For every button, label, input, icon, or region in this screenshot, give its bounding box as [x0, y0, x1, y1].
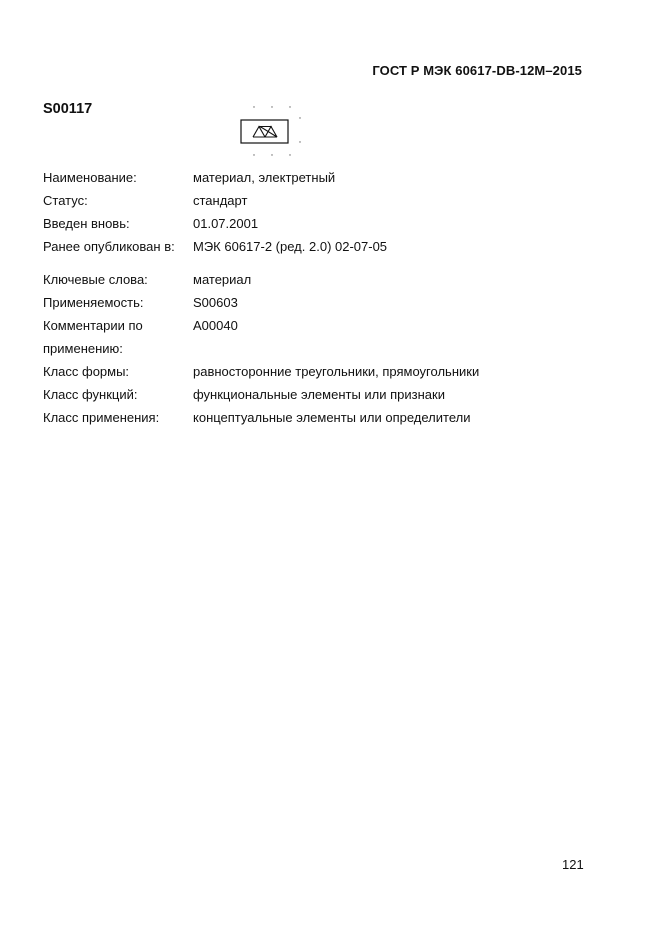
property-row-status — [43, 189, 479, 212]
property-label — [43, 314, 193, 360]
property-value: равносторонние треугольники, прямоугольники — [193, 364, 480, 379]
property-label: Класс функций: — [43, 387, 138, 402]
property-label: Введен вновь: — [43, 216, 130, 231]
group-spacer — [43, 258, 479, 268]
symbol-frame — [241, 120, 288, 143]
property-value: функциональные элементы или признаки — [193, 387, 445, 402]
property-value: стандарт — [193, 193, 248, 208]
electret-material-symbol-icon — [226, 96, 310, 160]
symbol-properties — [43, 166, 479, 429]
property-value: МЭК 60617-2 (ред. 2.0) 02-07-05 — [193, 239, 388, 254]
property-value: S00603 — [193, 295, 238, 310]
property-label-line: Комментарии по — [43, 318, 143, 333]
property-value: концептуальные элементы или определители — [193, 410, 471, 425]
property-label: Наименование: — [43, 170, 137, 185]
property-row-introduced — [43, 212, 479, 235]
property-value: материал — [193, 272, 252, 287]
property-label: Статус: — [43, 193, 88, 208]
property-row-name — [43, 166, 479, 189]
property-label: Класс формы: — [43, 364, 130, 379]
property-row-keywords — [43, 268, 479, 291]
symbol-id: S00117 — [43, 101, 93, 117]
page-number: 121 — [562, 857, 584, 872]
property-label: Ранее опубликован в: — [43, 239, 175, 254]
property-value: материал, электретный — [193, 170, 336, 185]
property-label: Применяемость: — [43, 295, 144, 310]
property-row-shape-class — [43, 360, 479, 383]
property-row-function-class — [43, 383, 479, 406]
property-label: Класс применения: — [43, 410, 160, 425]
property-row-previously-published — [43, 235, 479, 258]
property-row-applicability — [43, 291, 479, 314]
property-row-application-notes — [43, 314, 479, 360]
document-standard-header: ГОСТ Р МЭК 60617-DB-12M–2015 — [372, 63, 582, 78]
property-value: A00040 — [193, 318, 238, 333]
grid-dots — [253, 106, 300, 155]
electret-triangles — [253, 127, 277, 138]
electret-material-symbol-figure — [226, 96, 310, 160]
property-value: 01.07.2001 — [193, 216, 259, 231]
property-row-application-class — [43, 406, 479, 429]
property-label: Ключевые слова: — [43, 272, 148, 287]
property-label-line: применению: — [43, 341, 123, 356]
